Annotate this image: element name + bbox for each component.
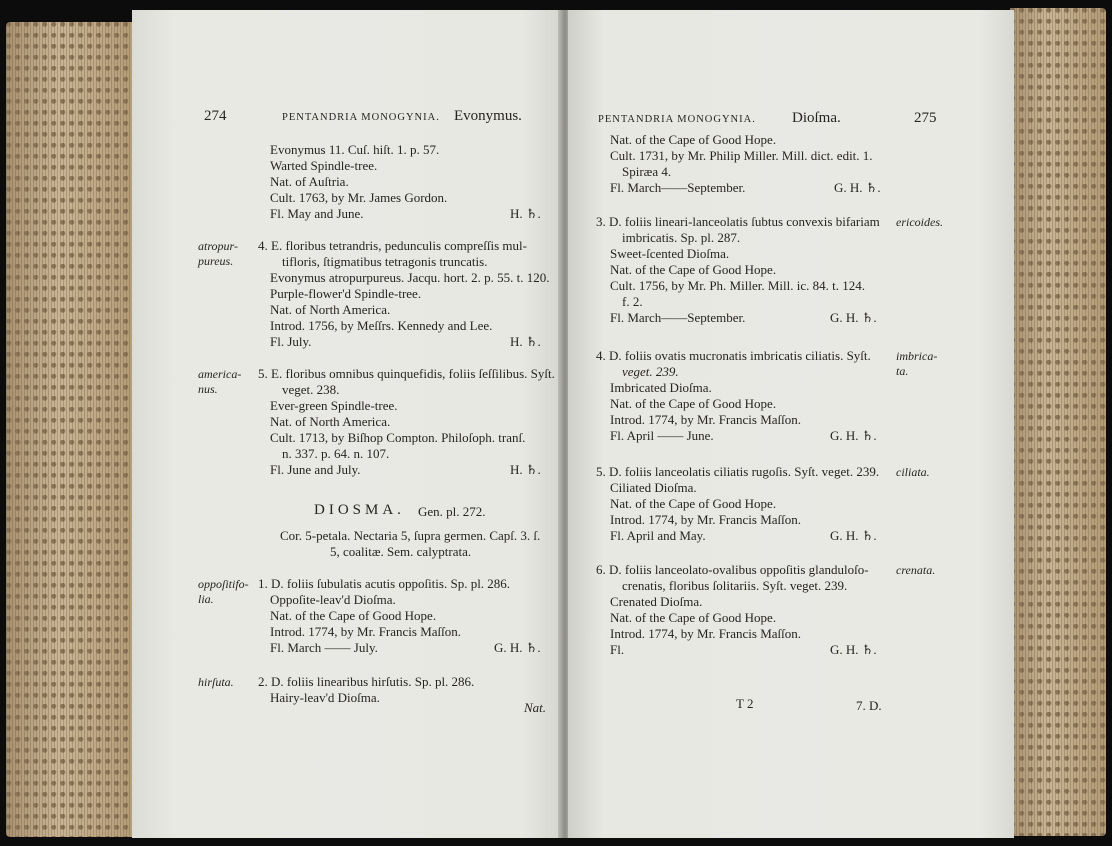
text-line: 4. D. foliis ovatis mucronatis imbricatis ciliatis. Syſt.: [596, 348, 871, 363]
text-line: Nat. of the Cape of Good Hope.: [610, 610, 777, 625]
habitat-mark: H. ♄.: [510, 462, 541, 477]
margin-species: ta.: [896, 364, 909, 378]
text-line: Sweet-ſcented Dioſma.: [610, 246, 730, 261]
text-line: Fl. May and June.: [270, 206, 364, 221]
right-page: [568, 10, 1014, 838]
text-line: Introd. 1756, by Meſſrs. Kennedy and Lee.: [270, 318, 493, 333]
text-line: Fl. March —— July.: [270, 640, 378, 655]
text-line: Nat. of North America.: [270, 302, 391, 317]
text-line: 6. D. foliis lanceolato-ovalibus oppoſitis glanduloſo-: [596, 562, 869, 577]
habitat-mark: G. H. ♄.: [830, 528, 877, 543]
text-line: 4. E. floribus tetrandris, pedunculis compreſſis mul-: [258, 238, 527, 253]
text-line: imbricatis. Sp. pl. 287.: [622, 230, 741, 245]
text-line: Spiræa 4.: [622, 164, 672, 179]
habitat-mark: G. H. ♄.: [830, 310, 877, 325]
text-line: Fl. March——September.: [610, 180, 746, 195]
text-line: crenatis, floribus ſolitariis. Syſt. veget. 239.: [622, 578, 848, 593]
habitat-mark: G. H. ♄.: [830, 642, 877, 657]
text-line: Oppoſite-leav'd Dioſma.: [270, 592, 396, 607]
habitat-mark: G. H. ♄.: [494, 640, 541, 655]
text-line: Cult. 1731, by Mr. Philip Miller. Mill. dict. edit. 1.: [610, 148, 873, 163]
text-line: Fl. June and July.: [270, 462, 361, 477]
habitat-mark: H. ♄.: [510, 334, 541, 349]
margin-species: america-: [198, 367, 242, 381]
text-line: Purple-flower'd Spindle-tree.: [270, 286, 422, 301]
text-line: Fl. April and May.: [610, 528, 706, 543]
left-page: [132, 10, 564, 838]
running-head: PENTANDRIA MONOGYNIA.: [282, 112, 440, 123]
margin-species: hirſuta.: [198, 675, 234, 689]
catchword: Nat.: [524, 700, 547, 715]
text-line: veget. 239.: [622, 364, 679, 379]
text-line: Cult. 1713, by Biſhop Compton. Philoſoph. tranſ.: [270, 430, 526, 445]
text-line: Fl. July.: [270, 334, 312, 349]
margin-species: ciliata.: [896, 465, 930, 479]
text-line: Introd. 1774, by Mr. Francis Maſſon.: [610, 626, 802, 641]
habitat-mark: H. ♄.: [510, 206, 541, 221]
text-line: Evonymus atropurpureus. Jacqu. hort. 2. p. 55. t. 120.: [270, 270, 550, 285]
text-line: Nat. of the Cape of Good Hope.: [270, 608, 437, 623]
running-head-genus: Dioſma.: [792, 110, 841, 126]
signature-mark: T 2: [736, 696, 754, 711]
text-line: Introd. 1774, by Mr. Francis Maſſon.: [610, 512, 802, 527]
text-line: 2. D. foliis linearibus hirſutis. Sp. pl. 286.: [258, 674, 475, 689]
text-line: Warted Spindle-tree.: [270, 158, 378, 173]
right-page-edges: [1010, 8, 1106, 836]
habitat-mark: G. H. ♄.: [830, 428, 877, 443]
genus-character: Cor. 5-petala. Nectaria 5, ſupra germen. Capſ. 3. ſ.: [280, 528, 541, 543]
text-line: 5. E. floribus omnibus quinquefidis, foliis ſeſſilibus. Syſt.: [258, 366, 555, 381]
text-line: Imbricated Dioſma.: [610, 380, 712, 395]
page-number: 274: [204, 108, 227, 124]
margin-species: atropur-: [198, 239, 238, 253]
text-line: tifloris, ſtigmatibus tetragonis truncatis.: [282, 254, 488, 269]
text-line: 5. D. foliis lanceolatis ciliatis rugoſis. Syſt. veget. 239.: [596, 464, 880, 479]
text-line: Introd. 1774, by Mr. Francis Maſſon.: [610, 412, 802, 427]
text-line: Nat. of North America.: [270, 414, 391, 429]
text-line: Cult. 1763, by Mr. James Gordon.: [270, 190, 448, 205]
text-line: veget. 238.: [282, 382, 340, 397]
text-line: Ciliated Dioſma.: [610, 480, 697, 495]
text-line: Nat. of the Cape of Good Hope.: [610, 496, 777, 511]
margin-species: oppoſitifo-: [198, 577, 249, 591]
text-line: Hairy-leav'd Dioſma.: [270, 690, 380, 705]
text-line: Evonymus 11. Cuſ. hiſt. 1. p. 57.: [270, 142, 440, 157]
margin-species: lia.: [198, 592, 214, 606]
text-line: Fl. April —— June.: [610, 428, 714, 443]
margin-species: crenata.: [896, 563, 936, 577]
text-line: n. 337. p. 64. n. 107.: [282, 446, 390, 461]
genus-character: 5, coalitæ. Sem. calyptrata.: [330, 544, 472, 559]
margin-species: pureus.: [198, 254, 234, 268]
text-line: Nat. of the Cape of Good Hope.: [610, 132, 777, 147]
text-line: Crenated Dioſma.: [610, 594, 703, 609]
text-line: Cult. 1756, by Mr. Ph. Miller. Mill. ic. 84. t. 124.: [610, 278, 865, 293]
text-line: 3. D. foliis lineari-lanceolatis ſubtus convexis bifariam: [596, 214, 880, 229]
text-line: Fl. March——September.: [610, 310, 746, 325]
catchword: 7. D.: [856, 698, 882, 713]
text-line: Nat. of the Cape of Good Hope.: [610, 396, 777, 411]
margin-species: ericoides.: [896, 215, 943, 229]
genus-heading: DIOSMA.: [314, 502, 405, 518]
text-line: Nat. of the Cape of Good Hope.: [610, 262, 777, 277]
text-line: 1. D. foliis ſubulatis acutis oppoſitis. Sp. pl. 286.: [258, 576, 511, 591]
text-line: f. 2.: [622, 294, 643, 309]
page-number: 275: [914, 110, 937, 126]
margin-species: nus.: [198, 382, 218, 396]
text-line: Ever-green Spindle-tree.: [270, 398, 398, 413]
left-page-edges: [6, 22, 138, 837]
running-head-genus: Evonymus.: [454, 108, 522, 124]
text-line: Fl.: [610, 642, 625, 657]
text-line: Introd. 1774, by Mr. Francis Maſſon.: [270, 624, 462, 639]
margin-species: imbrica-: [896, 349, 938, 363]
genus-reference: Gen. pl. 272.: [418, 504, 486, 519]
text-line: Nat. of Auſtria.: [270, 174, 349, 189]
running-head: PENTANDRIA MONOGYNIA.: [598, 114, 756, 125]
habitat-mark: G. H. ♄.: [834, 180, 881, 195]
